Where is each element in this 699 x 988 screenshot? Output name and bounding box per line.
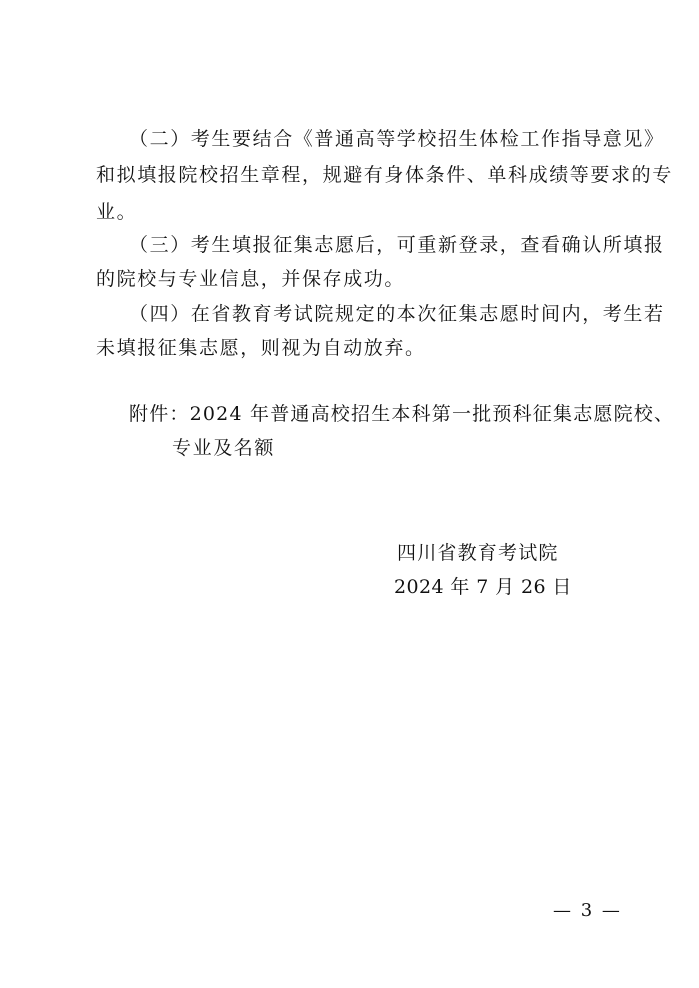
paragraph-line: （四）在省教育考试院规定的本次征集志愿时间内，考生若 xyxy=(129,303,665,325)
attachment-title: 附件：2024 年普通高校招生本科第一批预科征集志愿院校、 xyxy=(129,403,675,425)
paragraph-line: 和拟填报院校招生章程，规避有身体条件、单科成绩等要求的专 xyxy=(96,164,673,186)
paragraph-line: （二）考生要结合《普通高等学校招生体检工作指导意见》 xyxy=(129,128,665,150)
issuer-signature: 四川省教育考试院 xyxy=(397,542,559,564)
paragraph-line: 业。 xyxy=(96,201,138,223)
paragraph-line: （三）考生填报征集志愿后，可重新登录，查看确认所填报 xyxy=(129,234,665,256)
attachment-title-continued: 专业及名额 xyxy=(172,437,276,459)
paragraph-line: 的院校与专业信息，并保存成功。 xyxy=(96,268,406,290)
paragraph-line: 未填报征集志愿，则视为自动放弃。 xyxy=(96,337,426,359)
issue-date: 2024 年 7 月 26 日 xyxy=(394,576,572,598)
page-number: — 3 — xyxy=(553,900,622,921)
